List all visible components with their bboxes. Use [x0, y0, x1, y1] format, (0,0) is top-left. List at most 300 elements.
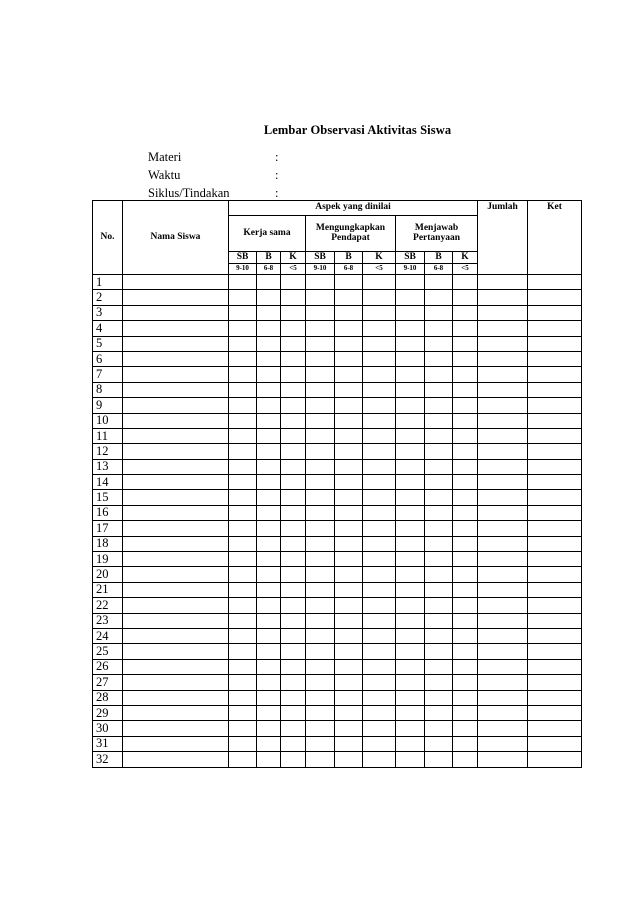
score-cell[interactable]: [425, 628, 453, 643]
score-cell[interactable]: [396, 628, 425, 643]
score-cell[interactable]: [229, 690, 257, 705]
student-name-cell[interactable]: [123, 444, 229, 459]
score-cell[interactable]: [478, 367, 528, 382]
score-cell[interactable]: [306, 752, 335, 767]
score-cell[interactable]: [478, 428, 528, 443]
score-cell[interactable]: [478, 552, 528, 567]
score-cell[interactable]: [257, 459, 281, 474]
score-cell[interactable]: [363, 459, 396, 474]
score-cell[interactable]: [229, 659, 257, 674]
score-cell[interactable]: [363, 336, 396, 351]
score-cell[interactable]: [335, 690, 363, 705]
student-name-cell[interactable]: [123, 536, 229, 551]
score-cell[interactable]: [363, 675, 396, 690]
score-cell[interactable]: [229, 505, 257, 520]
score-cell[interactable]: [335, 444, 363, 459]
score-cell[interactable]: [478, 598, 528, 613]
score-cell[interactable]: [396, 367, 425, 382]
score-cell[interactable]: [335, 721, 363, 736]
score-cell[interactable]: [363, 644, 396, 659]
score-cell[interactable]: [335, 351, 363, 366]
student-name-cell[interactable]: [123, 736, 229, 751]
score-cell[interactable]: [425, 275, 453, 290]
score-cell[interactable]: [363, 367, 396, 382]
score-cell[interactable]: [453, 675, 478, 690]
score-cell[interactable]: [396, 290, 425, 305]
score-cell[interactable]: [229, 705, 257, 720]
score-cell[interactable]: [528, 690, 582, 705]
score-cell[interactable]: [528, 336, 582, 351]
score-cell[interactable]: [281, 521, 306, 536]
score-cell[interactable]: [229, 398, 257, 413]
score-cell[interactable]: [257, 428, 281, 443]
student-name-cell[interactable]: [123, 675, 229, 690]
score-cell[interactable]: [257, 644, 281, 659]
score-cell[interactable]: [453, 628, 478, 643]
student-name-cell[interactable]: [123, 644, 229, 659]
score-cell[interactable]: [335, 628, 363, 643]
score-cell[interactable]: [478, 336, 528, 351]
score-cell[interactable]: [528, 536, 582, 551]
score-cell[interactable]: [453, 752, 478, 767]
score-cell[interactable]: [478, 721, 528, 736]
score-cell[interactable]: [363, 536, 396, 551]
score-cell[interactable]: [281, 690, 306, 705]
score-cell[interactable]: [478, 644, 528, 659]
student-name-cell[interactable]: [123, 398, 229, 413]
score-cell[interactable]: [453, 536, 478, 551]
score-cell[interactable]: [229, 351, 257, 366]
score-cell[interactable]: [257, 598, 281, 613]
score-cell[interactable]: [478, 413, 528, 428]
student-name-cell[interactable]: [123, 521, 229, 536]
score-cell[interactable]: [257, 521, 281, 536]
score-cell[interactable]: [528, 290, 582, 305]
score-cell[interactable]: [281, 736, 306, 751]
score-cell[interactable]: [257, 490, 281, 505]
score-cell[interactable]: [453, 613, 478, 628]
score-cell[interactable]: [257, 290, 281, 305]
score-cell[interactable]: [281, 321, 306, 336]
score-cell[interactable]: [306, 290, 335, 305]
score-cell[interactable]: [363, 628, 396, 643]
score-cell[interactable]: [453, 398, 478, 413]
score-cell[interactable]: [396, 536, 425, 551]
score-cell[interactable]: [257, 552, 281, 567]
score-cell[interactable]: [335, 367, 363, 382]
score-cell[interactable]: [229, 490, 257, 505]
score-cell[interactable]: [396, 275, 425, 290]
score-cell[interactable]: [396, 613, 425, 628]
score-cell[interactable]: [306, 505, 335, 520]
score-cell[interactable]: [528, 351, 582, 366]
score-cell[interactable]: [257, 705, 281, 720]
score-cell[interactable]: [478, 628, 528, 643]
student-name-cell[interactable]: [123, 290, 229, 305]
score-cell[interactable]: [453, 305, 478, 320]
score-cell[interactable]: [425, 444, 453, 459]
score-cell[interactable]: [229, 321, 257, 336]
score-cell[interactable]: [281, 675, 306, 690]
score-cell[interactable]: [363, 736, 396, 751]
score-cell[interactable]: [257, 382, 281, 397]
score-cell[interactable]: [528, 444, 582, 459]
score-cell[interactable]: [229, 444, 257, 459]
score-cell[interactable]: [478, 582, 528, 597]
score-cell[interactable]: [281, 398, 306, 413]
score-cell[interactable]: [229, 675, 257, 690]
score-cell[interactable]: [306, 613, 335, 628]
score-cell[interactable]: [396, 521, 425, 536]
score-cell[interactable]: [478, 475, 528, 490]
score-cell[interactable]: [281, 444, 306, 459]
score-cell[interactable]: [306, 413, 335, 428]
score-cell[interactable]: [453, 428, 478, 443]
score-cell[interactable]: [306, 444, 335, 459]
student-name-cell[interactable]: [123, 613, 229, 628]
score-cell[interactable]: [478, 398, 528, 413]
score-cell[interactable]: [363, 582, 396, 597]
score-cell[interactable]: [257, 444, 281, 459]
score-cell[interactable]: [425, 598, 453, 613]
score-cell[interactable]: [528, 505, 582, 520]
score-cell[interactable]: [281, 613, 306, 628]
score-cell[interactable]: [478, 705, 528, 720]
score-cell[interactable]: [363, 290, 396, 305]
score-cell[interactable]: [425, 644, 453, 659]
score-cell[interactable]: [396, 567, 425, 582]
score-cell[interactable]: [229, 521, 257, 536]
student-name-cell[interactable]: [123, 413, 229, 428]
score-cell[interactable]: [229, 382, 257, 397]
score-cell[interactable]: [229, 628, 257, 643]
score-cell[interactable]: [528, 475, 582, 490]
score-cell[interactable]: [281, 705, 306, 720]
score-cell[interactable]: [528, 582, 582, 597]
score-cell[interactable]: [478, 444, 528, 459]
score-cell[interactable]: [363, 490, 396, 505]
score-cell[interactable]: [257, 690, 281, 705]
score-cell[interactable]: [306, 475, 335, 490]
score-cell[interactable]: [396, 736, 425, 751]
score-cell[interactable]: [306, 521, 335, 536]
score-cell[interactable]: [363, 598, 396, 613]
score-cell[interactable]: [363, 428, 396, 443]
student-name-cell[interactable]: [123, 475, 229, 490]
score-cell[interactable]: [396, 336, 425, 351]
score-cell[interactable]: [425, 382, 453, 397]
score-cell[interactable]: [229, 275, 257, 290]
score-cell[interactable]: [396, 505, 425, 520]
score-cell[interactable]: [396, 552, 425, 567]
score-cell[interactable]: [478, 536, 528, 551]
score-cell[interactable]: [528, 736, 582, 751]
score-cell[interactable]: [229, 336, 257, 351]
score-cell[interactable]: [306, 721, 335, 736]
score-cell[interactable]: [335, 336, 363, 351]
score-cell[interactable]: [229, 752, 257, 767]
score-cell[interactable]: [453, 275, 478, 290]
score-cell[interactable]: [335, 736, 363, 751]
student-name-cell[interactable]: [123, 321, 229, 336]
score-cell[interactable]: [425, 336, 453, 351]
score-cell[interactable]: [528, 321, 582, 336]
score-cell[interactable]: [229, 413, 257, 428]
score-cell[interactable]: [425, 536, 453, 551]
score-cell[interactable]: [335, 490, 363, 505]
score-cell[interactable]: [281, 567, 306, 582]
score-cell[interactable]: [425, 567, 453, 582]
score-cell[interactable]: [281, 413, 306, 428]
score-cell[interactable]: [363, 552, 396, 567]
score-cell[interactable]: [453, 367, 478, 382]
student-name-cell[interactable]: [123, 275, 229, 290]
score-cell[interactable]: [453, 444, 478, 459]
score-cell[interactable]: [257, 305, 281, 320]
score-cell[interactable]: [229, 644, 257, 659]
score-cell[interactable]: [335, 705, 363, 720]
score-cell[interactable]: [229, 582, 257, 597]
score-cell[interactable]: [281, 475, 306, 490]
score-cell[interactable]: [257, 413, 281, 428]
score-cell[interactable]: [453, 382, 478, 397]
score-cell[interactable]: [425, 290, 453, 305]
score-cell[interactable]: [229, 459, 257, 474]
score-cell[interactable]: [453, 336, 478, 351]
score-cell[interactable]: [281, 721, 306, 736]
score-cell[interactable]: [528, 659, 582, 674]
score-cell[interactable]: [229, 475, 257, 490]
score-cell[interactable]: [335, 382, 363, 397]
score-cell[interactable]: [257, 275, 281, 290]
score-cell[interactable]: [281, 305, 306, 320]
score-cell[interactable]: [281, 490, 306, 505]
score-cell[interactable]: [335, 644, 363, 659]
score-cell[interactable]: [257, 567, 281, 582]
score-cell[interactable]: [257, 398, 281, 413]
score-cell[interactable]: [335, 752, 363, 767]
score-cell[interactable]: [528, 721, 582, 736]
score-cell[interactable]: [335, 475, 363, 490]
score-cell[interactable]: [306, 398, 335, 413]
score-cell[interactable]: [528, 567, 582, 582]
score-cell[interactable]: [335, 675, 363, 690]
student-name-cell[interactable]: [123, 690, 229, 705]
score-cell[interactable]: [478, 567, 528, 582]
score-cell[interactable]: [257, 675, 281, 690]
student-name-cell[interactable]: [123, 367, 229, 382]
score-cell[interactable]: [453, 582, 478, 597]
score-cell[interactable]: [281, 536, 306, 551]
score-cell[interactable]: [453, 721, 478, 736]
score-cell[interactable]: [396, 428, 425, 443]
score-cell[interactable]: [396, 459, 425, 474]
score-cell[interactable]: [396, 675, 425, 690]
score-cell[interactable]: [396, 413, 425, 428]
score-cell[interactable]: [453, 351, 478, 366]
score-cell[interactable]: [396, 582, 425, 597]
score-cell[interactable]: [281, 582, 306, 597]
score-cell[interactable]: [335, 290, 363, 305]
score-cell[interactable]: [425, 659, 453, 674]
score-cell[interactable]: [257, 628, 281, 643]
score-cell[interactable]: [453, 475, 478, 490]
score-cell[interactable]: [478, 459, 528, 474]
score-cell[interactable]: [363, 413, 396, 428]
score-cell[interactable]: [306, 705, 335, 720]
score-cell[interactable]: [281, 290, 306, 305]
score-cell[interactable]: [306, 628, 335, 643]
score-cell[interactable]: [528, 705, 582, 720]
score-cell[interactable]: [478, 290, 528, 305]
score-cell[interactable]: [425, 736, 453, 751]
score-cell[interactable]: [229, 567, 257, 582]
score-cell[interactable]: [281, 459, 306, 474]
score-cell[interactable]: [306, 736, 335, 751]
student-name-cell[interactable]: [123, 659, 229, 674]
score-cell[interactable]: [229, 305, 257, 320]
score-cell[interactable]: [478, 659, 528, 674]
score-cell[interactable]: [335, 305, 363, 320]
score-cell[interactable]: [363, 721, 396, 736]
score-cell[interactable]: [306, 567, 335, 582]
score-cell[interactable]: [306, 428, 335, 443]
score-cell[interactable]: [281, 598, 306, 613]
score-cell[interactable]: [528, 275, 582, 290]
score-cell[interactable]: [425, 752, 453, 767]
score-cell[interactable]: [478, 736, 528, 751]
score-cell[interactable]: [229, 613, 257, 628]
score-cell[interactable]: [425, 398, 453, 413]
score-cell[interactable]: [528, 644, 582, 659]
score-cell[interactable]: [335, 521, 363, 536]
student-name-cell[interactable]: [123, 428, 229, 443]
score-cell[interactable]: [306, 582, 335, 597]
score-cell[interactable]: [306, 552, 335, 567]
score-cell[interactable]: [478, 351, 528, 366]
score-cell[interactable]: [229, 552, 257, 567]
score-cell[interactable]: [396, 598, 425, 613]
score-cell[interactable]: [425, 490, 453, 505]
score-cell[interactable]: [425, 675, 453, 690]
score-cell[interactable]: [306, 367, 335, 382]
score-cell[interactable]: [363, 444, 396, 459]
score-cell[interactable]: [229, 536, 257, 551]
score-cell[interactable]: [425, 351, 453, 366]
score-cell[interactable]: [528, 413, 582, 428]
score-cell[interactable]: [528, 752, 582, 767]
score-cell[interactable]: [306, 536, 335, 551]
score-cell[interactable]: [528, 490, 582, 505]
score-cell[interactable]: [528, 398, 582, 413]
score-cell[interactable]: [453, 705, 478, 720]
score-cell[interactable]: [425, 582, 453, 597]
score-cell[interactable]: [478, 321, 528, 336]
score-cell[interactable]: [478, 382, 528, 397]
score-cell[interactable]: [453, 321, 478, 336]
score-cell[interactable]: [453, 659, 478, 674]
score-cell[interactable]: [453, 505, 478, 520]
score-cell[interactable]: [281, 628, 306, 643]
score-cell[interactable]: [396, 490, 425, 505]
score-cell[interactable]: [229, 367, 257, 382]
score-cell[interactable]: [281, 275, 306, 290]
score-cell[interactable]: [281, 351, 306, 366]
score-cell[interactable]: [257, 752, 281, 767]
student-name-cell[interactable]: [123, 459, 229, 474]
score-cell[interactable]: [396, 690, 425, 705]
score-cell[interactable]: [335, 275, 363, 290]
score-cell[interactable]: [229, 721, 257, 736]
score-cell[interactable]: [257, 659, 281, 674]
score-cell[interactable]: [478, 752, 528, 767]
score-cell[interactable]: [528, 382, 582, 397]
score-cell[interactable]: [257, 475, 281, 490]
score-cell[interactable]: [453, 413, 478, 428]
score-cell[interactable]: [453, 736, 478, 751]
score-cell[interactable]: [257, 367, 281, 382]
score-cell[interactable]: [453, 598, 478, 613]
score-cell[interactable]: [528, 675, 582, 690]
student-name-cell[interactable]: [123, 505, 229, 520]
score-cell[interactable]: [306, 321, 335, 336]
score-cell[interactable]: [335, 567, 363, 582]
score-cell[interactable]: [229, 736, 257, 751]
score-cell[interactable]: [335, 582, 363, 597]
score-cell[interactable]: [363, 521, 396, 536]
student-name-cell[interactable]: [123, 567, 229, 582]
score-cell[interactable]: [363, 567, 396, 582]
score-cell[interactable]: [453, 690, 478, 705]
score-cell[interactable]: [425, 305, 453, 320]
score-cell[interactable]: [425, 428, 453, 443]
score-cell[interactable]: [306, 598, 335, 613]
score-cell[interactable]: [281, 428, 306, 443]
score-cell[interactable]: [363, 398, 396, 413]
score-cell[interactable]: [335, 598, 363, 613]
score-cell[interactable]: [453, 290, 478, 305]
score-cell[interactable]: [425, 367, 453, 382]
score-cell[interactable]: [229, 598, 257, 613]
score-cell[interactable]: [306, 305, 335, 320]
score-cell[interactable]: [528, 613, 582, 628]
score-cell[interactable]: [257, 613, 281, 628]
student-name-cell[interactable]: [123, 351, 229, 366]
score-cell[interactable]: [528, 428, 582, 443]
score-cell[interactable]: [528, 367, 582, 382]
student-name-cell[interactable]: [123, 382, 229, 397]
score-cell[interactable]: [281, 659, 306, 674]
score-cell[interactable]: [425, 705, 453, 720]
score-cell[interactable]: [453, 567, 478, 582]
student-name-cell[interactable]: [123, 552, 229, 567]
score-cell[interactable]: [396, 659, 425, 674]
score-cell[interactable]: [528, 552, 582, 567]
score-cell[interactable]: [306, 459, 335, 474]
score-cell[interactable]: [257, 721, 281, 736]
score-cell[interactable]: [396, 752, 425, 767]
score-cell[interactable]: [363, 321, 396, 336]
score-cell[interactable]: [281, 752, 306, 767]
score-cell[interactable]: [528, 628, 582, 643]
score-cell[interactable]: [396, 705, 425, 720]
score-cell[interactable]: [257, 351, 281, 366]
score-cell[interactable]: [335, 398, 363, 413]
score-cell[interactable]: [425, 459, 453, 474]
score-cell[interactable]: [425, 690, 453, 705]
score-cell[interactable]: [396, 382, 425, 397]
score-cell[interactable]: [528, 598, 582, 613]
